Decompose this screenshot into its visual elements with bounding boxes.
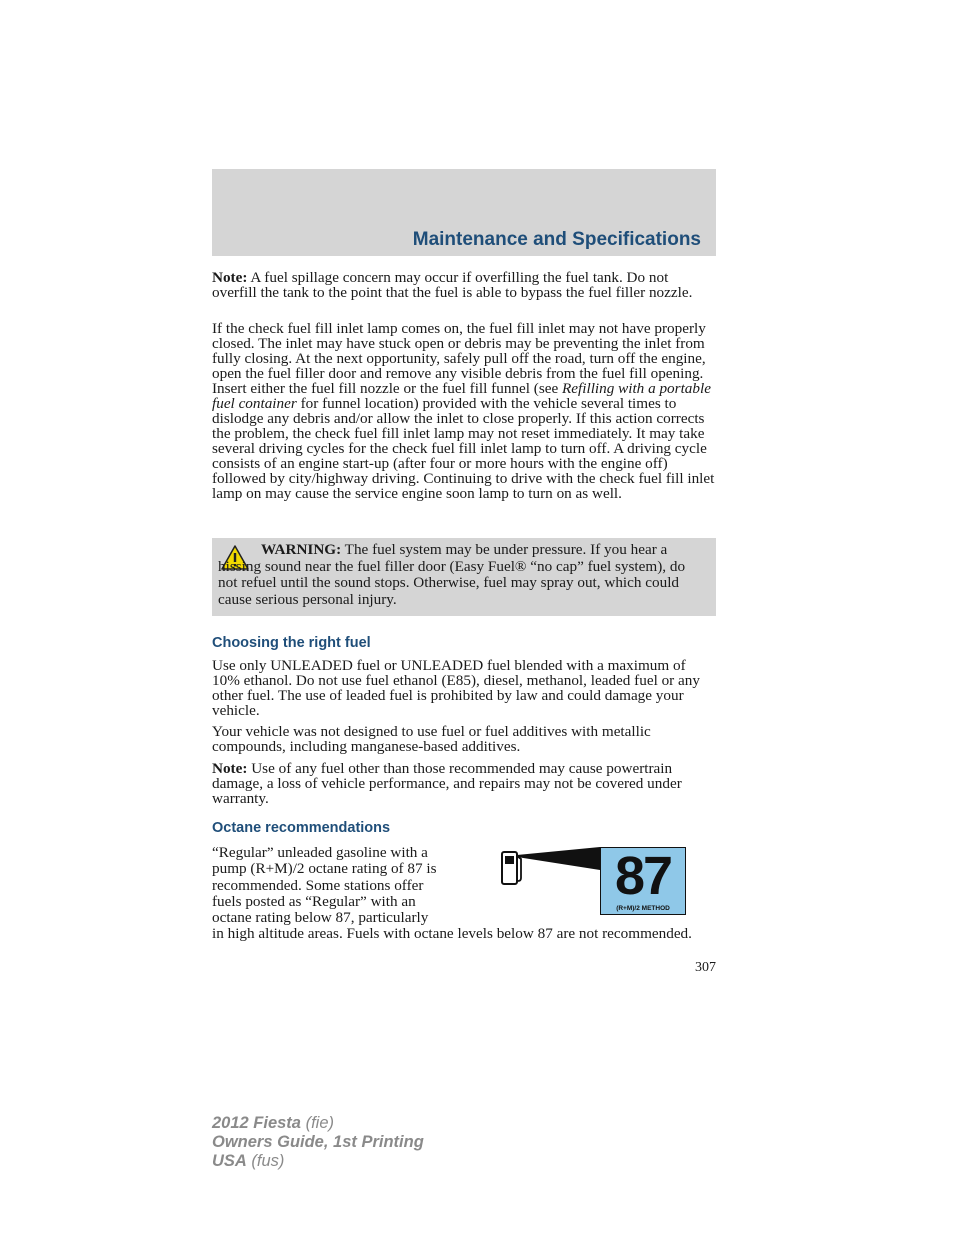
footer-market-code: (fus) xyxy=(246,1152,285,1170)
paragraph-text: Your vehicle was not designed to use fuel or fuel additives with metallic compounds, including manganese-based additives. xyxy=(212,723,651,755)
octane-label-sign xyxy=(600,847,686,915)
heading-octane: Octane recommendations xyxy=(212,820,391,836)
note-text: Use of any fuel other than those recommended may cause powertrain damage, a loss of vehicle performance, and repairs may not be covered under warranty. xyxy=(212,760,682,807)
octane-rating-graphic xyxy=(500,846,686,916)
footer-model-code: (fie) xyxy=(300,1114,334,1132)
section-title: Maintenance and Specifications xyxy=(412,229,701,250)
paragraph-additives xyxy=(212,724,716,754)
warning-box xyxy=(212,538,716,616)
note-overfill xyxy=(212,270,716,300)
note-label: Note: xyxy=(212,269,248,286)
heading-choosing-fuel: Choosing the right fuel xyxy=(212,635,371,651)
paragraph-line: “Regular” unleaded gasoline with a xyxy=(212,844,428,861)
page-number: 307 xyxy=(695,960,716,975)
section-header-band xyxy=(212,169,716,256)
paragraph-text: for funnel location) provided with the vehicle several times to dislodge any debris and/or allow the inlet to close properly. If this action corrects the problem, the check fuel fill inlet lamp may not reset immediately. It may take several driving cycles for the check fuel fill inlet lamp to turn off. A driving cycle consists of an engine start-up (after four or more hours with the engine off) followed by city/highway driving. Continuing to drive with the check fuel fill inlet lamp on may cause the service engine soon lamp to turn on as well. xyxy=(212,395,715,502)
paragraph-unleaded xyxy=(212,658,716,718)
note-label: Note: xyxy=(212,760,248,777)
paragraph-text: If the check fuel fill inlet lamp comes on, the fuel fill inlet may not have properly closed. The inlet may have stuck open or debris may be preventing the inlet from fully closing. At the next opportunity, safely pull off the road, turn off the engine, open the fuel filler door and remove any visible debris from the fuel fill opening. Insert either the fuel fill nozzle or the fuel fill funnel (see xyxy=(212,320,706,397)
paragraph-line: pump (R+M)/2 octane rating of 87 is xyxy=(212,860,437,878)
cross-reference-link: Refilling with a portable fuel container xyxy=(212,380,711,412)
warning-label: WARNING: xyxy=(261,541,342,558)
footer-edition: Owners Guide, 1st Printing xyxy=(212,1133,424,1151)
octane-method-label: (R+M)/2 METHOD xyxy=(616,905,670,912)
paragraph-fuel-inlet xyxy=(212,321,716,501)
paragraph-line: fuels posted as “Regular” with an xyxy=(212,892,416,910)
footer-publication-info xyxy=(212,1114,424,1171)
note-warranty xyxy=(212,761,716,806)
paragraph-line: octane rating below 87, particularly xyxy=(212,909,429,927)
footer-model: 2012 Fiesta xyxy=(212,1114,301,1132)
paragraph-line: in high altitude areas. Fuels with octane levels below 87 are not recommended. xyxy=(212,925,692,943)
paragraph-line: recommended. Some stations offer xyxy=(212,876,424,894)
warning-text xyxy=(218,542,706,608)
note-text: A fuel spillage concern may occur if overfilling the fuel tank. Do not overfill the tank to the point that the fuel is able to bypass the fuel filler nozzle. xyxy=(212,269,693,301)
footer-market: USA xyxy=(212,1152,247,1170)
fuel-pump-icon xyxy=(500,846,602,890)
paragraph-text: Use only UNLEADED fuel or UNLEADED fuel blended with a maximum of 10% ethanol. Do not use fuel ethanol (E85), diesel, methanol, leaded fuel or any other fuel. The use of leaded fuel is prohibited by law and could damage your vehicle. xyxy=(212,657,700,719)
octane-value: 87 xyxy=(614,846,672,906)
warning-body: The fuel system may be under pressure. If you hear a hissing sound near the fuel filler door (Easy Fuel® “no cap” fuel system), do not refuel until the sound stops. Otherwise, fuel may spray out, which could cause serious personal injury. xyxy=(218,541,686,608)
